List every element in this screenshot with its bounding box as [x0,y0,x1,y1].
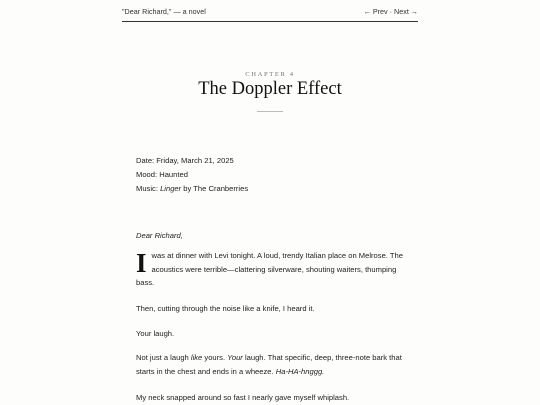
next-link[interactable]: Next → [394,7,418,16]
chapter-label: CHAPTER 4 [245,71,295,78]
entry-mood: Mood: Haunted [136,170,188,179]
music-artist: by The Cranberries [181,184,249,193]
letter-paragraph [136,351,404,378]
drop-cap: I [136,248,147,278]
emphasis: Ha-HA-hnggg. [275,366,325,376]
chapter-nav [364,7,418,16]
letter-paragraph: Your laugh. [136,329,175,338]
paragraph-text: was at dinner with Levi tonight. A loud, trendy Italian place on Melrose. The acoustics were terrible—clattering silverware, shouting waiters, thumping bass. [136,251,403,287]
title-divider [257,111,283,112]
entry-date: Date: Friday, March 21, 2025 [136,156,234,165]
text-run: yours. [202,353,228,362]
entry-meta [136,154,404,196]
nav-separator: · [389,7,393,16]
emphasis: Your [227,353,243,362]
entry-music [136,182,404,196]
site-header [122,0,418,22]
letter-paragraph [136,249,404,290]
emphasis: like [190,353,203,362]
chapter-title: The Doppler Effect [198,79,342,99]
prev-link[interactable]: ← Prev [363,7,388,16]
book-title-link[interactable]: "Dear Richard," — a novel [122,7,206,16]
text-run: laugh. That specific, deep, three-note bark that starts in the chest and ends in a wheeze. [136,353,402,376]
letter-paragraph: My neck snapped around so fast I nearly gave myself whiplash. [136,393,350,402]
text-run: Not just a laugh [136,353,191,362]
letter-salutation: Dear Richard, [136,231,183,240]
music-title: Linger [160,184,182,193]
music-prefix: Music: [136,184,161,193]
letter-paragraph: Then, cutting through the noise like a knife, I heard it. [136,304,315,313]
